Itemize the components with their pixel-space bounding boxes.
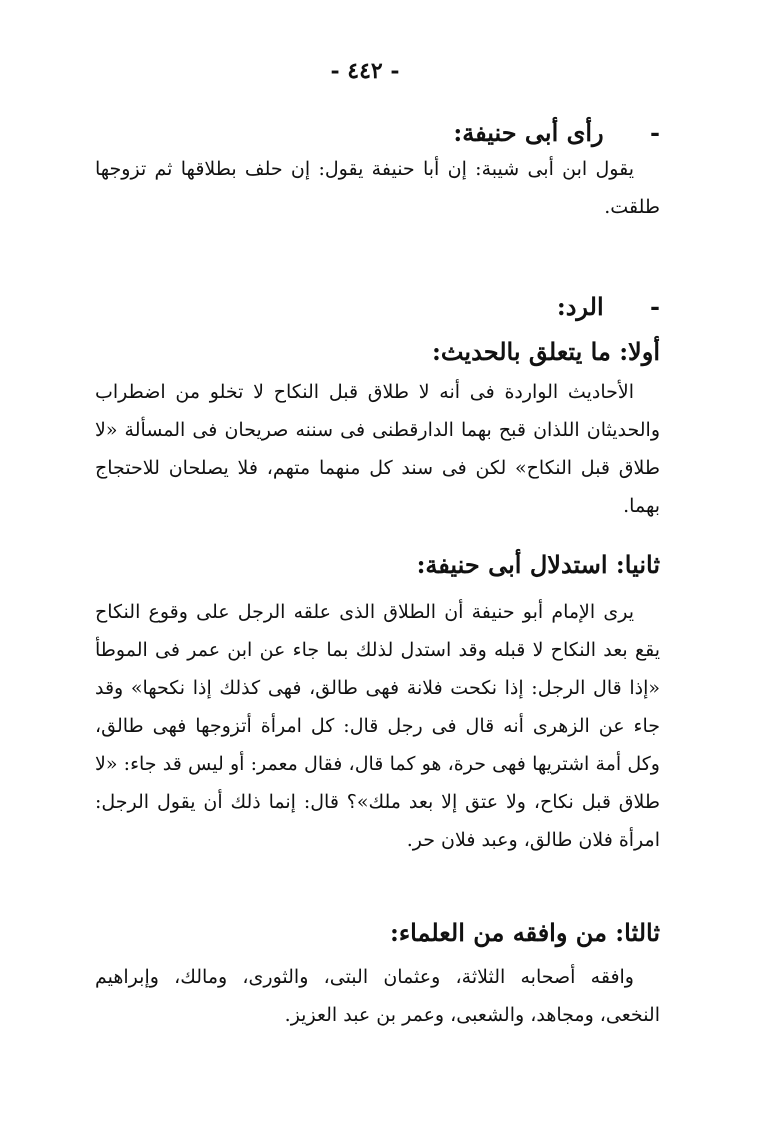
paragraph-hadith: الأحاديث الواردة فى أنه لا طلاق قبل النكاح لا تخلو من اضطراب والحديثان اللذان قبح بهما الدارقطنى فى سننه صريحان فى المسألة «لا طلاق قبل النكاح» لكن فى سند كل منهما متهم، فلا يصلحان للاحتجاج بهما.	[95, 381, 660, 517]
heading-dash: -	[650, 118, 660, 147]
heading-text: ثالثا: من وافقه من العلماء:	[390, 918, 660, 947]
heading-text: الرد:	[556, 292, 604, 321]
section-heading-agreeing-scholars	[100, 918, 660, 947]
heading-dash: -	[650, 292, 660, 321]
section-heading-abu-hanifa-opinion	[100, 118, 660, 147]
paragraph-abu-hanifa-opinion: يقول ابن أبى شيبة: إن أبا حنيفة يقول: إن حلف بطلاقها ثم تزوجها طلقت.	[95, 158, 660, 218]
section-heading-response	[100, 292, 660, 321]
paragraph-evidence: يرى الإمام أبو حنيفة أن الطلاق الذى علقه الرجل على وقوع النكاح يقع بعد النكاح لا قبله وقد استدل لذلك بما جاء عن ابن عمر فى الموطأ «إذا قال الرجل: إذا نكحت فلانة فهى طالق، فهى كذلك إذا نكحها» وقد جاء عن الزهرى أنه قال فى رجل قال: كل امرأة أتزوجها فهى طالق، وكل أمة اشتريها فهى حرة، هو كما قال، فقال معمر: أو ليس قد جاء: «لا طلاق قبل نكاح، ولا عتق إلا بعد ملك»؟ قال: إنما ذلك أن يقول الرجل: امرأة فلان طالق، وعبد فلان حر.	[95, 601, 660, 851]
heading-text: رأى أبى حنيفة:	[453, 118, 604, 147]
heading-text: ثانيا: استدلال أبى حنيفة:	[416, 550, 660, 579]
page-number: - ٤٤٢ -	[330, 58, 400, 84]
paragraph-agreeing-scholars: وافقه أصحابه الثلاثة، وعثمان البتى، والثورى، ومالك، وإبراهيم النخعى، ومجاهد، والشعبى، وعمر بن عبد العزيز.	[95, 966, 660, 1026]
section-heading-evidence	[100, 550, 660, 579]
heading-text: أولا: ما يتعلق بالحديث:	[432, 337, 660, 366]
section-heading-hadith	[100, 337, 660, 366]
